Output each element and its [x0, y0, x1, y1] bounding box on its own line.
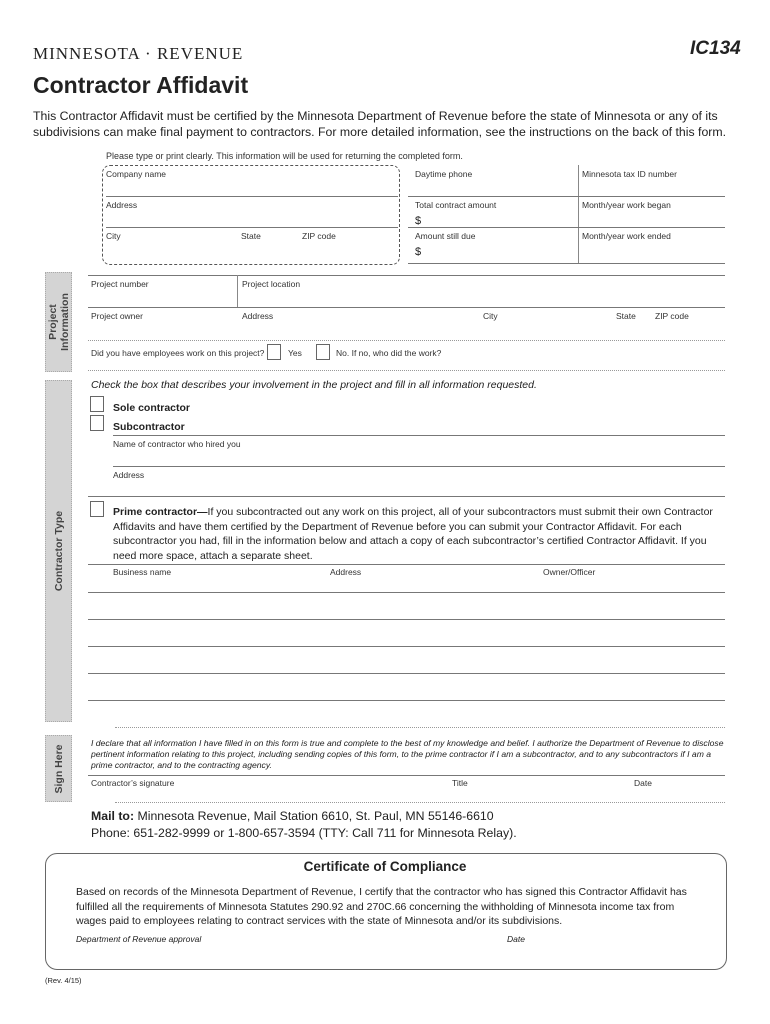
print-instruction: Please type or print clearly. This information will be used for returning the completed form.: [106, 151, 463, 161]
yes-checkbox[interactable]: [267, 344, 281, 360]
project-zip-field[interactable]: ZIP code: [655, 311, 689, 321]
signature-field[interactable]: Contractor’s signature: [91, 778, 175, 788]
subcontractor-label: Subcontractor: [113, 421, 185, 433]
zip-field[interactable]: ZIP code: [302, 231, 336, 241]
employees-question: Did you have employees work on this project?: [91, 348, 265, 358]
hired-by-field[interactable]: Name of contractor who hired you: [113, 439, 241, 449]
sign-here-tab: Sign Here: [45, 735, 72, 802]
project-owner-field[interactable]: Project owner: [91, 311, 143, 321]
project-info-tab: Project Information: [45, 272, 72, 372]
project-address-field[interactable]: Address: [242, 311, 274, 321]
daytime-phone-field[interactable]: Daytime phone: [415, 169, 473, 179]
project-location-field[interactable]: Project location: [242, 279, 301, 289]
city-field[interactable]: City: [106, 231, 121, 241]
dollar-sign: $: [415, 215, 422, 227]
approval-date-field[interactable]: Date: [507, 934, 525, 944]
company-name-field[interactable]: Company name: [106, 169, 167, 179]
work-ended-field[interactable]: Month/year work ended: [582, 231, 671, 241]
certificate-text: Based on records of the Minnesota Department of Revenue, I certify that the contractor who has signed this Contractor Affidavit has fulfilled all the requirements of Minnesota Statutes 290.92 and 270C.66 concerning the withholding of Minnesota income tax from wages paid to employees relating to contract services with the state of Minnesota and/or its subdivisions.: [76, 886, 687, 927]
certificate-title: Certificate of Compliance: [303, 859, 467, 874]
tax-id-field[interactable]: Minnesota tax ID number: [582, 169, 677, 179]
prime-contractor-text: Prime contractor—If you subcontracted out any work on this project, all of your subcontractors must submit their own Contractor Affidavits and have them certified by the Department of Revenue before you can submit your Contractor Affidavit. For each subcontractor you had, fill in the information below and attach a copy of each subcontractor’s certified Contractor Affidavit. If you need more space, attach a separate sheet.: [113, 506, 713, 562]
address-field[interactable]: Address: [106, 200, 138, 210]
state-field[interactable]: State: [241, 231, 261, 241]
declaration-text: I declare that all information I have filled in on this form is true and complete to the best of my knowledge and belief. I authorize the Department of Revenue to disclose pertinent information relating to this project, including sending copies of this form, to the prime contractor if I am a subcontractor, and to any subcontractors if I am a prime contractor, and to the contracting agency.: [91, 738, 724, 770]
prime-contractor-checkbox[interactable]: [90, 501, 104, 517]
subcontractor-checkbox[interactable]: [90, 415, 104, 431]
sole-contractor-label: Sole contractor: [113, 402, 191, 414]
intro-text: This Contractor Affidavit must be certified by the Minnesota Department of Revenue before the state of Minnesota or any of its subdivisions can make final payment to contractors. For more detailed information, see the instructions on the back of this form.: [33, 109, 727, 139]
form-number: IC134: [690, 38, 741, 59]
address-header: Address: [330, 567, 362, 577]
amount-due-field[interactable]: Amount still due: [415, 231, 476, 241]
hired-by-address-field[interactable]: Address: [113, 470, 145, 480]
contractor-type-tab: Contractor Type: [45, 380, 72, 722]
project-number-field[interactable]: Project number: [91, 279, 149, 289]
owner-header: Owner/Officer: [543, 567, 596, 577]
dollar-sign: $: [415, 246, 422, 258]
yes-label: Yes: [288, 348, 302, 358]
revision: (Rev. 4/15): [45, 976, 82, 985]
work-began-field[interactable]: Month/year work began: [582, 200, 671, 210]
page-title: Contractor Affidavit: [33, 72, 249, 98]
no-label: No. If no, who did the work?: [336, 348, 442, 358]
mailing-info: Mail to: Minnesota Revenue, Mail Station 6610, St. Paul, MN 55146-6610 Phone: 651-282-9999 or 1-800-657-3594 (TTY: Call 711 for Minnesota Relay).: [91, 809, 517, 840]
business-name-header: Business name: [113, 567, 172, 577]
date-field[interactable]: Date: [634, 778, 652, 788]
agency-logo: MINNESOTA · REVENUE: [33, 44, 244, 63]
sole-contractor-checkbox[interactable]: [90, 396, 104, 412]
title-field[interactable]: Title: [452, 778, 468, 788]
type-instruction: Check the box that describes your involvement in the project and fill in all information requested.: [91, 379, 537, 391]
address-box: [102, 165, 400, 265]
approval-field[interactable]: Department of Revenue approval: [76, 934, 202, 944]
project-city-field[interactable]: City: [483, 311, 498, 321]
no-checkbox[interactable]: [316, 344, 330, 360]
total-amount-field[interactable]: Total contract amount: [415, 200, 497, 210]
project-state-field[interactable]: State: [616, 311, 636, 321]
